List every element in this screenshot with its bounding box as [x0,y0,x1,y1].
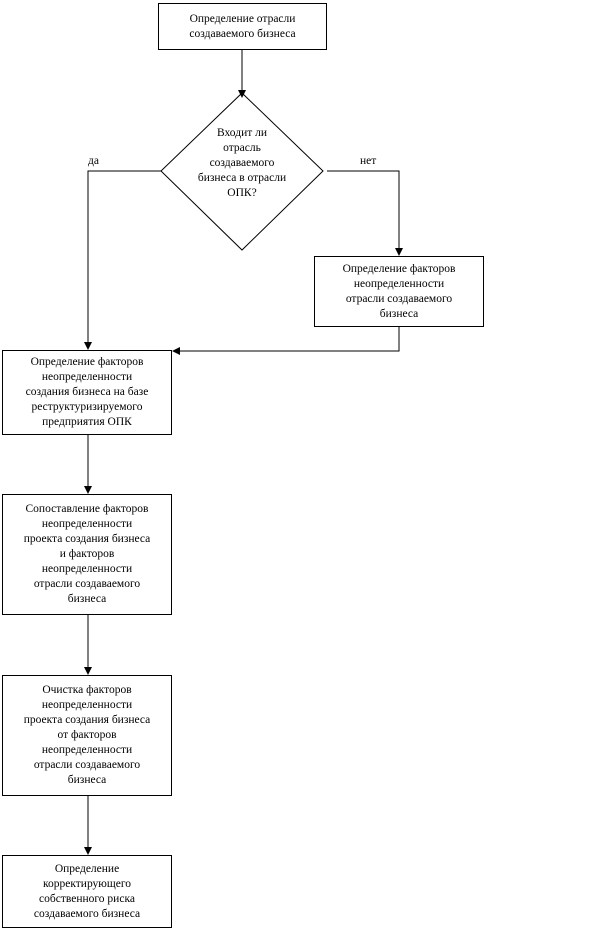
node-clean-text: Очистка факторов неопределенности проекта создания бизнеса от факторов неопределенности отрасли создаваемого бизнеса [23,684,151,786]
node-compare [2,494,172,615]
node-industry-text: Определение отрасли создаваемого бизнеса [189,12,296,40]
node-clean [2,675,172,796]
node-creation-factors-text: Определение факторов неопределенности создания бизнеса на базе реструктуризируемого предприятия ОПК [25,356,149,428]
node-industry-factors [314,256,484,327]
arrow-yes-branch [88,171,161,349]
node-risk-text: Определение корректирующего собственного риска создаваемого бизнеса [33,862,141,920]
node-decision-text: Входит ли отрасль создаваемого бизнеса в отрасли ОПК? [197,127,287,199]
node-industry-factors-text: Определение факторов неопределенности отрасли создаваемого бизнеса [342,262,456,320]
node-industry [158,3,327,50]
label-no: нет [360,155,377,167]
arrow-industry-factors-to-creation [173,326,399,351]
node-risk [2,855,172,928]
label-yes: да [88,155,99,167]
node-creation-factors [2,350,172,435]
arrow-no-branch [327,171,399,255]
node-compare-text: Сопоставление факторов неопределенности проекта создания бизнеса и факторов неопределенности отрасли создаваемого бизнеса [23,503,151,605]
